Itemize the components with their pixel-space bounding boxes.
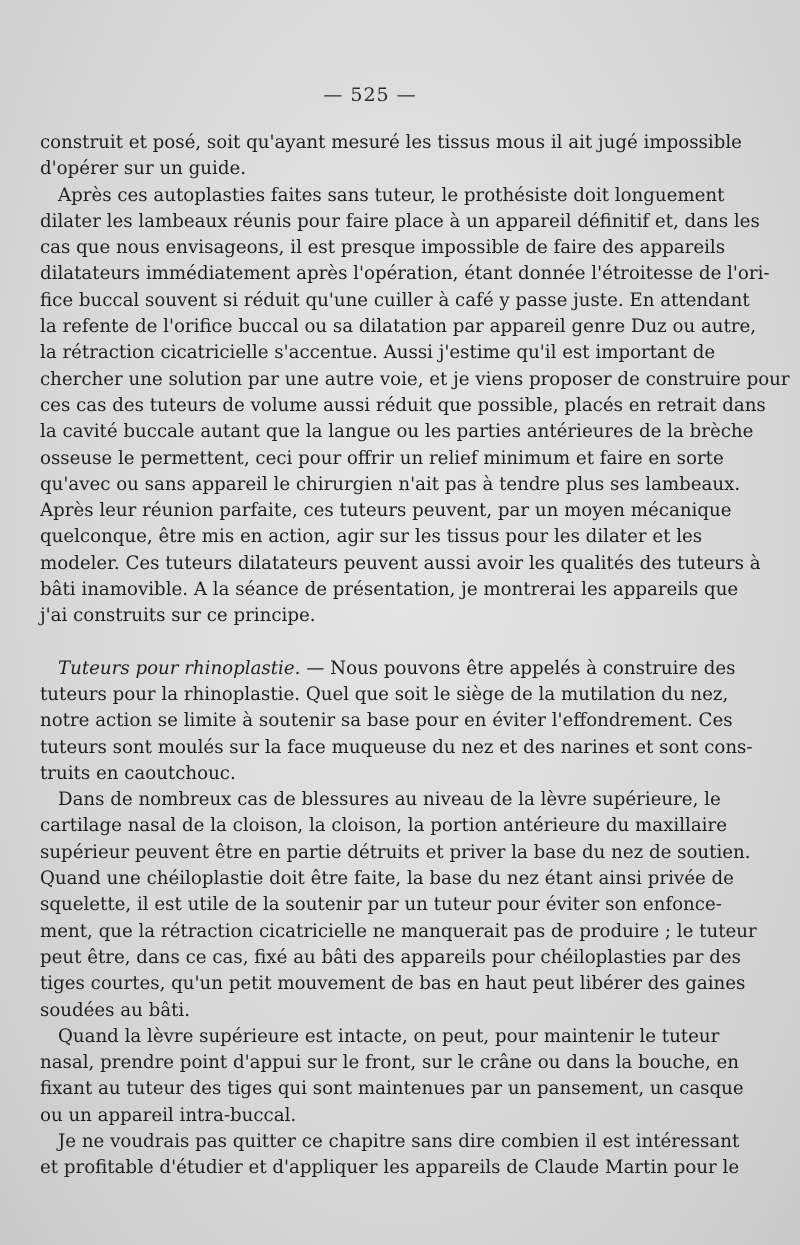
text-line: nasal, prendre point d'appui sur le front, sur le crâne ou dans la bouche, en xyxy=(40,1052,740,1074)
text-line: la refente de l'orifice buccal ou sa dilatation par appareil genre Duz ou autre, xyxy=(40,316,757,338)
text-line: ment, que la rétraction cicatricielle ne manquerait pas de produire ; le tuteur xyxy=(40,920,757,942)
section-spacer xyxy=(40,630,702,656)
text-line: ces cas des tuteurs de volume aussi réduit que possible, placés en retrait dans xyxy=(40,394,766,416)
paragraph xyxy=(40,787,757,1024)
text-line: tuteurs sont moulés sur la face muqueuse du nez et des narines et sont cons- xyxy=(40,736,753,758)
text-line: notre action se limite à soutenir sa base pour en éviter l'effondrement. Ces xyxy=(40,710,733,732)
heading-continuation: — Nous pouvons être appelés à construire des xyxy=(300,657,736,679)
text-line: j'ai construits sur ce principe. xyxy=(40,605,316,627)
text-line: Je ne voudrais pas quitter ce chapitre sans dire combien il est intéressant xyxy=(58,1130,740,1152)
text-line: soudées au bâti. xyxy=(40,999,191,1021)
paragraph xyxy=(40,130,742,183)
text-line: truits en caoutchouc. xyxy=(40,762,236,784)
text-line: la cavité buccale autant que la langue ou les parties antérieures de la brèche xyxy=(40,421,754,443)
text-line: peut être, dans ce cas, fixé au bâti des appareils pour chéiloplasties par des xyxy=(40,946,742,968)
text-line xyxy=(40,656,736,682)
text-line: Dans de nombreux cas de blessures au niveau de la lèvre supérieure, le xyxy=(58,789,721,811)
text-line: qu'avec ou sans appareil le chirurgien n'ait pas à tendre plus ses lambeaux. xyxy=(40,473,741,495)
text-line: construit et posé, soit qu'ayant mesuré les tissus mous il ait jugé impossible xyxy=(40,132,742,153)
text-line: modeler. Ces tuteurs dilatateurs peuvent aussi avoir les qualités des tuteurs à xyxy=(40,552,761,574)
text-line: chercher une solution par une autre voie, et je viens proposer de construire pour xyxy=(40,368,790,390)
text-line: supérieur peuvent être en partie détruits et priver la base du nez de soutien. xyxy=(40,841,751,863)
text-line: Quand une chéiloplastie doit être faite, la base du nez étant ainsi privée de xyxy=(40,868,734,890)
text-line: fixant au tuteur des tiges qui sont maintenues par un pansement, un casque xyxy=(40,1078,744,1100)
section-heading: Tuteurs pour rhinoplastie. xyxy=(58,657,301,679)
text-line: tiges courtes, qu'un petit mouvement de bas en haut peut libérer des gaines xyxy=(40,973,746,995)
paragraph xyxy=(40,1024,744,1129)
text-line: tuteurs pour la rhinoplastie. Quel que soit le siège de la mutilation du nez, xyxy=(40,683,729,705)
page-number: — 525 — xyxy=(323,84,417,106)
text-line: d'opérer sur un guide. xyxy=(40,158,247,180)
text-line: la rétraction cicatricielle s'accentue. Aussi j'estime qu'il est important de xyxy=(40,342,716,364)
text-line: Quand la lèvre supérieure est intacte, on peut, pour maintenir le tuteur xyxy=(58,1025,720,1047)
paragraph xyxy=(40,1129,740,1182)
body-text xyxy=(40,130,790,1182)
text-line: Après ces autoplasties faites sans tuteur, le prothésiste doit longuement xyxy=(58,184,725,206)
paragraph xyxy=(40,656,753,787)
text-line: bâti inamovible. A la séance de présentation, je montrerai les appareils que xyxy=(40,579,739,601)
text-line: osseuse le permettent, ceci pour offrir un relief minimum et faire en sorte xyxy=(40,447,724,469)
text-line: fice buccal souvent si réduit qu'une cuiller à café y passe juste. En attendant xyxy=(40,289,750,311)
paragraph xyxy=(40,183,790,630)
text-line: squelette, il est utile de la soutenir par un tuteur pour éviter son enfonce- xyxy=(40,894,722,916)
text-line: Après leur réunion parfaite, ces tuteurs peuvent, par un moyen mécanique xyxy=(40,500,732,522)
text-line: cas que nous envisageons, il est presque impossible de faire des appareils xyxy=(40,237,726,259)
text-line: dilatateurs immédiatement après l'opération, étant donnée l'étroitesse de l'ori- xyxy=(40,263,770,285)
text-line: cartilage nasal de la cloison, la cloison, la portion antérieure du maxillaire xyxy=(40,815,727,837)
text-line: et profitable d'étudier et d'appliquer les appareils de Claude Martin pour le xyxy=(40,1157,740,1179)
text-line: dilater les lambeaux réunis pour faire place à un appareil définitif et, dans les xyxy=(40,210,760,232)
text-line: ou un appareil intra-buccal. xyxy=(40,1104,297,1126)
text-line: quelconque, être mis en action, agir sur les tissus pour les dilater et les xyxy=(40,526,703,548)
